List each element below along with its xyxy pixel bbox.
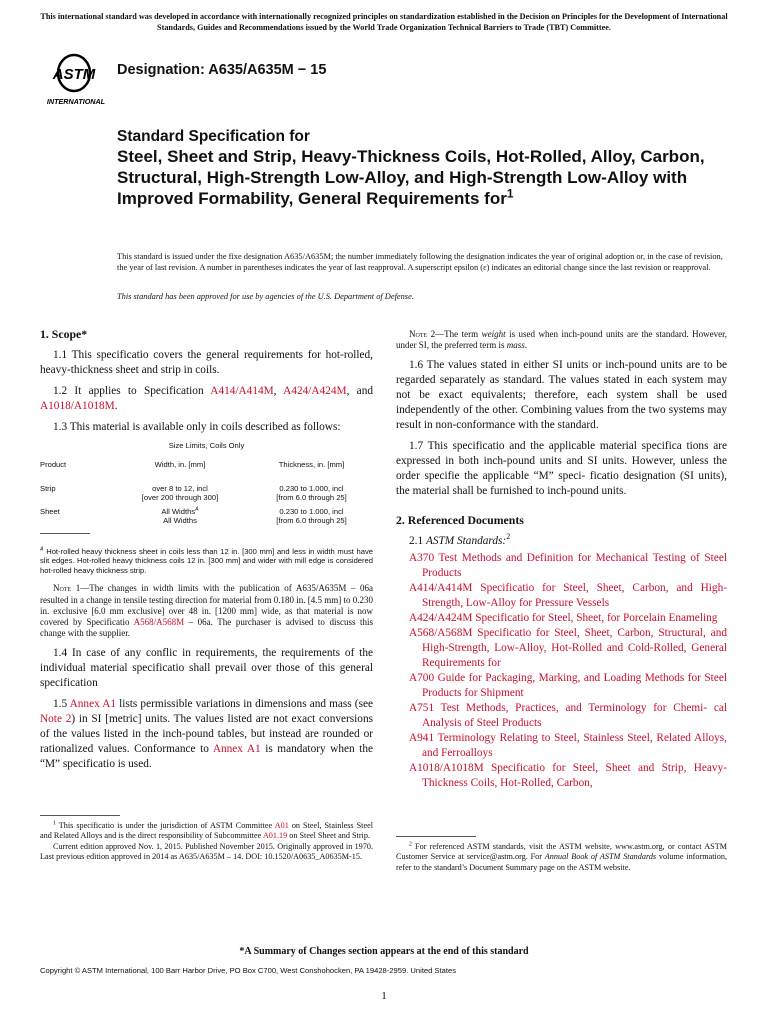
note-2: Note 2—The term weight is used when inch-pound units are the standard. However, under SI, the preferred term is mass.	[396, 329, 727, 351]
issuance-statement: This standard is issued under the fixe designation A635/A635M; the number immediately following the designation indicates the year of original adoption or, in the case of revision, the year of last revision. A number in parentheses indicates the year of last reapproval. A superscript epsilon (ε) indicates an editorial change since the last revision or reapproval.	[117, 252, 723, 272]
para-1-1: 1.1 This specificatio covers the general requirements for hot-rolled, heavy-thickness sheet and strip in coils.	[40, 349, 373, 376]
ref-code-a568[interactable]: A568/A568M	[409, 626, 473, 639]
summary-of-changes-note: *A Summary of Changes section appears at the end of this standard	[239, 946, 529, 957]
copyright: Copyright © ASTM International, 100 Barr Harbor Drive, PO Box C700, West Conshohocken, PA 19428-2959. United States	[40, 966, 457, 975]
ref-code-a700[interactable]: A700	[409, 671, 435, 684]
link-a424[interactable]: A424/A424M	[283, 385, 347, 397]
ref-code-a424[interactable]: A424/A424M	[409, 611, 473, 624]
title-prefix: Standard Specification for	[117, 128, 310, 145]
ref-code-a751[interactable]: A751	[409, 701, 435, 714]
para-1-3: 1.3 This material is available only in coils described as follows:	[53, 421, 341, 433]
left-column	[40, 327, 373, 778]
referenced-documents-heading: 2. Referenced Documents	[396, 512, 524, 527]
right-column	[396, 327, 727, 791]
list-item: A414/A414M Specificatio for Steel, Sheet, Carbon, and High-Strength, Low-Alloy for Pressure Vessels	[409, 581, 727, 609]
link-note-2[interactable]: Note 2	[40, 712, 72, 725]
scope-heading: 1. Scope*	[40, 327, 88, 341]
top-notice: This international standard was developed in accordance with internationally recognized principles on standardization established in the Decision on Principles for the Development of International Standards, Guides and Recommendations issued by the World Trade Organization Technical Barriers to Trade (TBT) Committee.	[40, 12, 728, 32]
reference-list	[396, 551, 727, 791]
table-row-strip-thickness: 0.230 to 1.000, incl [from 6.0 through 25]	[276, 484, 347, 503]
note-1: Note 1—The changes in width limits with the publication of A635/A635M – 06a resulted in a change in tensile testing direction for material from 0.180 in. [4.5 mm] to 0.230 in. exclusive [6.0 mm exclusive] over 48 in. [1200 mm] wide, as that material is now covered by Specificatio A568/A568M – 06a. The purchaser is advised to discuss this change with the supplier.	[40, 583, 374, 639]
astm-logo	[40, 52, 112, 108]
designation: Designation: A635/A635M − 15	[117, 62, 327, 78]
title-block	[117, 127, 737, 209]
edition-info: Current edition approved Nov. 1, 2015. Published November 2015. Originally approved in 1970. Last previous edition approved in 2014 as A635/A635M – 14. DOI: 10.1520/A0635_A0635M-15.	[40, 841, 373, 862]
table-footnote: $^A$ Hot-rolled heavy thickness sheet in coils less than 12 in. [300 mm] and less in width must have slit edges. Hot-rolled heavy thickness coils 12 in. [300 mm] and wider with mill edge is considered hot-rolled heavy thickness strip.	[40, 546, 373, 575]
ref-code-a414[interactable]: A414/A414M	[409, 581, 473, 594]
ref-code-a370[interactable]: A370	[409, 551, 435, 564]
table-row-strip-width: over 8 to 12, incl [over 200 through 300]	[141, 484, 219, 503]
link-annex-a1[interactable]: Annex A1	[69, 697, 117, 710]
list-item: A941 Terminology Relating to Steel, Stainless Steel, Related Alloys, and Ferroalloys	[409, 731, 727, 759]
footnote-1: $^1$ This specificatio is under the jurisdiction of ASTM Committee A01 on Steel, Stainless Steel and Related Alloys and is the direct responsibility of Subcommittee A01.19 on Steel Sheet and Strip. Current edition approved Nov. 1, 2015. Published November 2015. Originally approved in 1970. Last previous edition approved in 2014 as A635/A635M – 14. DOI: 10.1520/A0635_A0635M-15.	[40, 815, 373, 863]
size-limits-table	[40, 441, 373, 541]
list-item: A568/A568M Specificatio for Steel, Sheet, Carbon, Structural, and High-Strength, Low-Alloy, Hot-Rolled and Cold-Rolled, General Requirements for	[409, 626, 727, 669]
link-subcommittee-a01-19[interactable]: A01.19	[262, 831, 288, 841]
link-a568-note[interactable]: A568/A568M	[133, 617, 185, 628]
link-a414[interactable]: A414/A414M	[210, 385, 274, 397]
para-1-4: 1.4 In case of any conflic in requirements, the requirements of the individual material specificatio shall prevail over those of this general specification	[40, 646, 373, 689]
footnote-rule	[396, 836, 476, 837]
title-text: Steel, Sheet and Strip, Heavy-Thickness Coils, Hot-Rolled, Alloy, Carbon, Structural, High-Strength Low-Alloy, and High-Strength Low-Alloy with Improved Formability, General Requirements for	[117, 147, 705, 208]
table-row-sheet-product: Sheet	[40, 507, 60, 516]
table-caption: Size Limits, Coils Only	[168, 441, 245, 450]
title-main	[117, 146, 737, 209]
astm-logo-icon	[40, 52, 112, 108]
list-item: A1018/A1018M Specificatio for Steel, Sheet and Strip, Heavy-Thickness Coils, Hot-Rolled, Carbon,	[409, 761, 727, 789]
link-annex-a1-2[interactable]: Annex A1	[212, 742, 261, 755]
para-1-6: 1.6 The values stated in either SI units or inch-pound units are to be regarded separately as standard. The values stated in each system may not be exact equivalents; therefore, each system shall be used independently of the other. Combining values from the two systems may result in non-conformance with the standard.	[396, 358, 727, 431]
table-header-width: Width, in. [mm]	[154, 460, 206, 469]
list-item: A424/A424M Specificatio for Steel, Sheet, for Porcelain Enameling	[409, 611, 718, 624]
para-1-7: 1.7 This specificatio and the applicable material specifica tions are expressed in both inch-pound units and SI units. However, unless the order specifie the applicable “M” speci- ficatio designation (SI units), the material shall be furnished to inch-pound units.	[396, 439, 727, 497]
ref-code-a941[interactable]: A941	[409, 731, 435, 744]
table-footnote-rule	[40, 533, 90, 534]
para-1-2: 1.2 It applies to Specification A414/A414M, A424/A424M, and A1018/A1018M.	[40, 385, 373, 412]
table-row-strip-product: Strip	[40, 484, 56, 493]
link-committee-a01[interactable]: A01	[274, 821, 289, 830]
logo-subtext: INTERNATIONAL	[46, 97, 106, 106]
dod-approval-note: This standard has been approved for use by agencies of the U.S. Department of Defense.	[117, 292, 414, 301]
ref-code-a1018[interactable]: A1018/A1018M	[409, 761, 484, 774]
link-a1018[interactable]: A1018/A1018M	[40, 400, 115, 412]
list-item: A700 Guide for Packaging, Marking, and Loading Methods for Steel Products for Shipment	[409, 671, 727, 699]
list-item: A370 Test Methods and Definition for Mechanical Testing of Steel Products	[409, 551, 727, 579]
para-1-5: 1.5 Annex A1 lists permissible variations in dimensions and mass (see Note 2) in SI [metric] units. The values listed are not exact conversions of the values listed in the inch-pound tables, but instead are rounded or rationalized values. Conformance to Annex A1 is mandatory when the “M” specificatio is used.	[40, 697, 374, 770]
footnote-2: $^2$ For referenced ASTM standards, visit the ASTM website, www.astm.org, or contact ASTM Customer Service at service@astm.org. For Annual Book of ASTM Standards volume information, refer to the standard’s Document Summary page on the ASTM website.	[396, 836, 727, 873]
table-header-product: Product	[40, 460, 67, 469]
table-row-sheet-width: All Widths$^A$ All Widths	[161, 506, 199, 526]
footnote-rule	[40, 815, 120, 816]
para-2-1: 2.1 ASTM Standards:$^2$	[409, 531, 511, 547]
logo-text: ASTM	[52, 66, 96, 83]
title-footnote-mark[interactable]: 1	[506, 186, 514, 201]
table-header-thickness: Thickness, in. [mm]	[278, 460, 345, 469]
list-item: A751 Test Methods, Practices, and Terminology for Chemi- cal Analysis of Steel Products	[409, 701, 727, 729]
page-number: 1	[381, 990, 387, 1002]
table-row-sheet-thickness: 0.230 to 1.000, incl [from 6.0 through 25]	[276, 507, 347, 526]
